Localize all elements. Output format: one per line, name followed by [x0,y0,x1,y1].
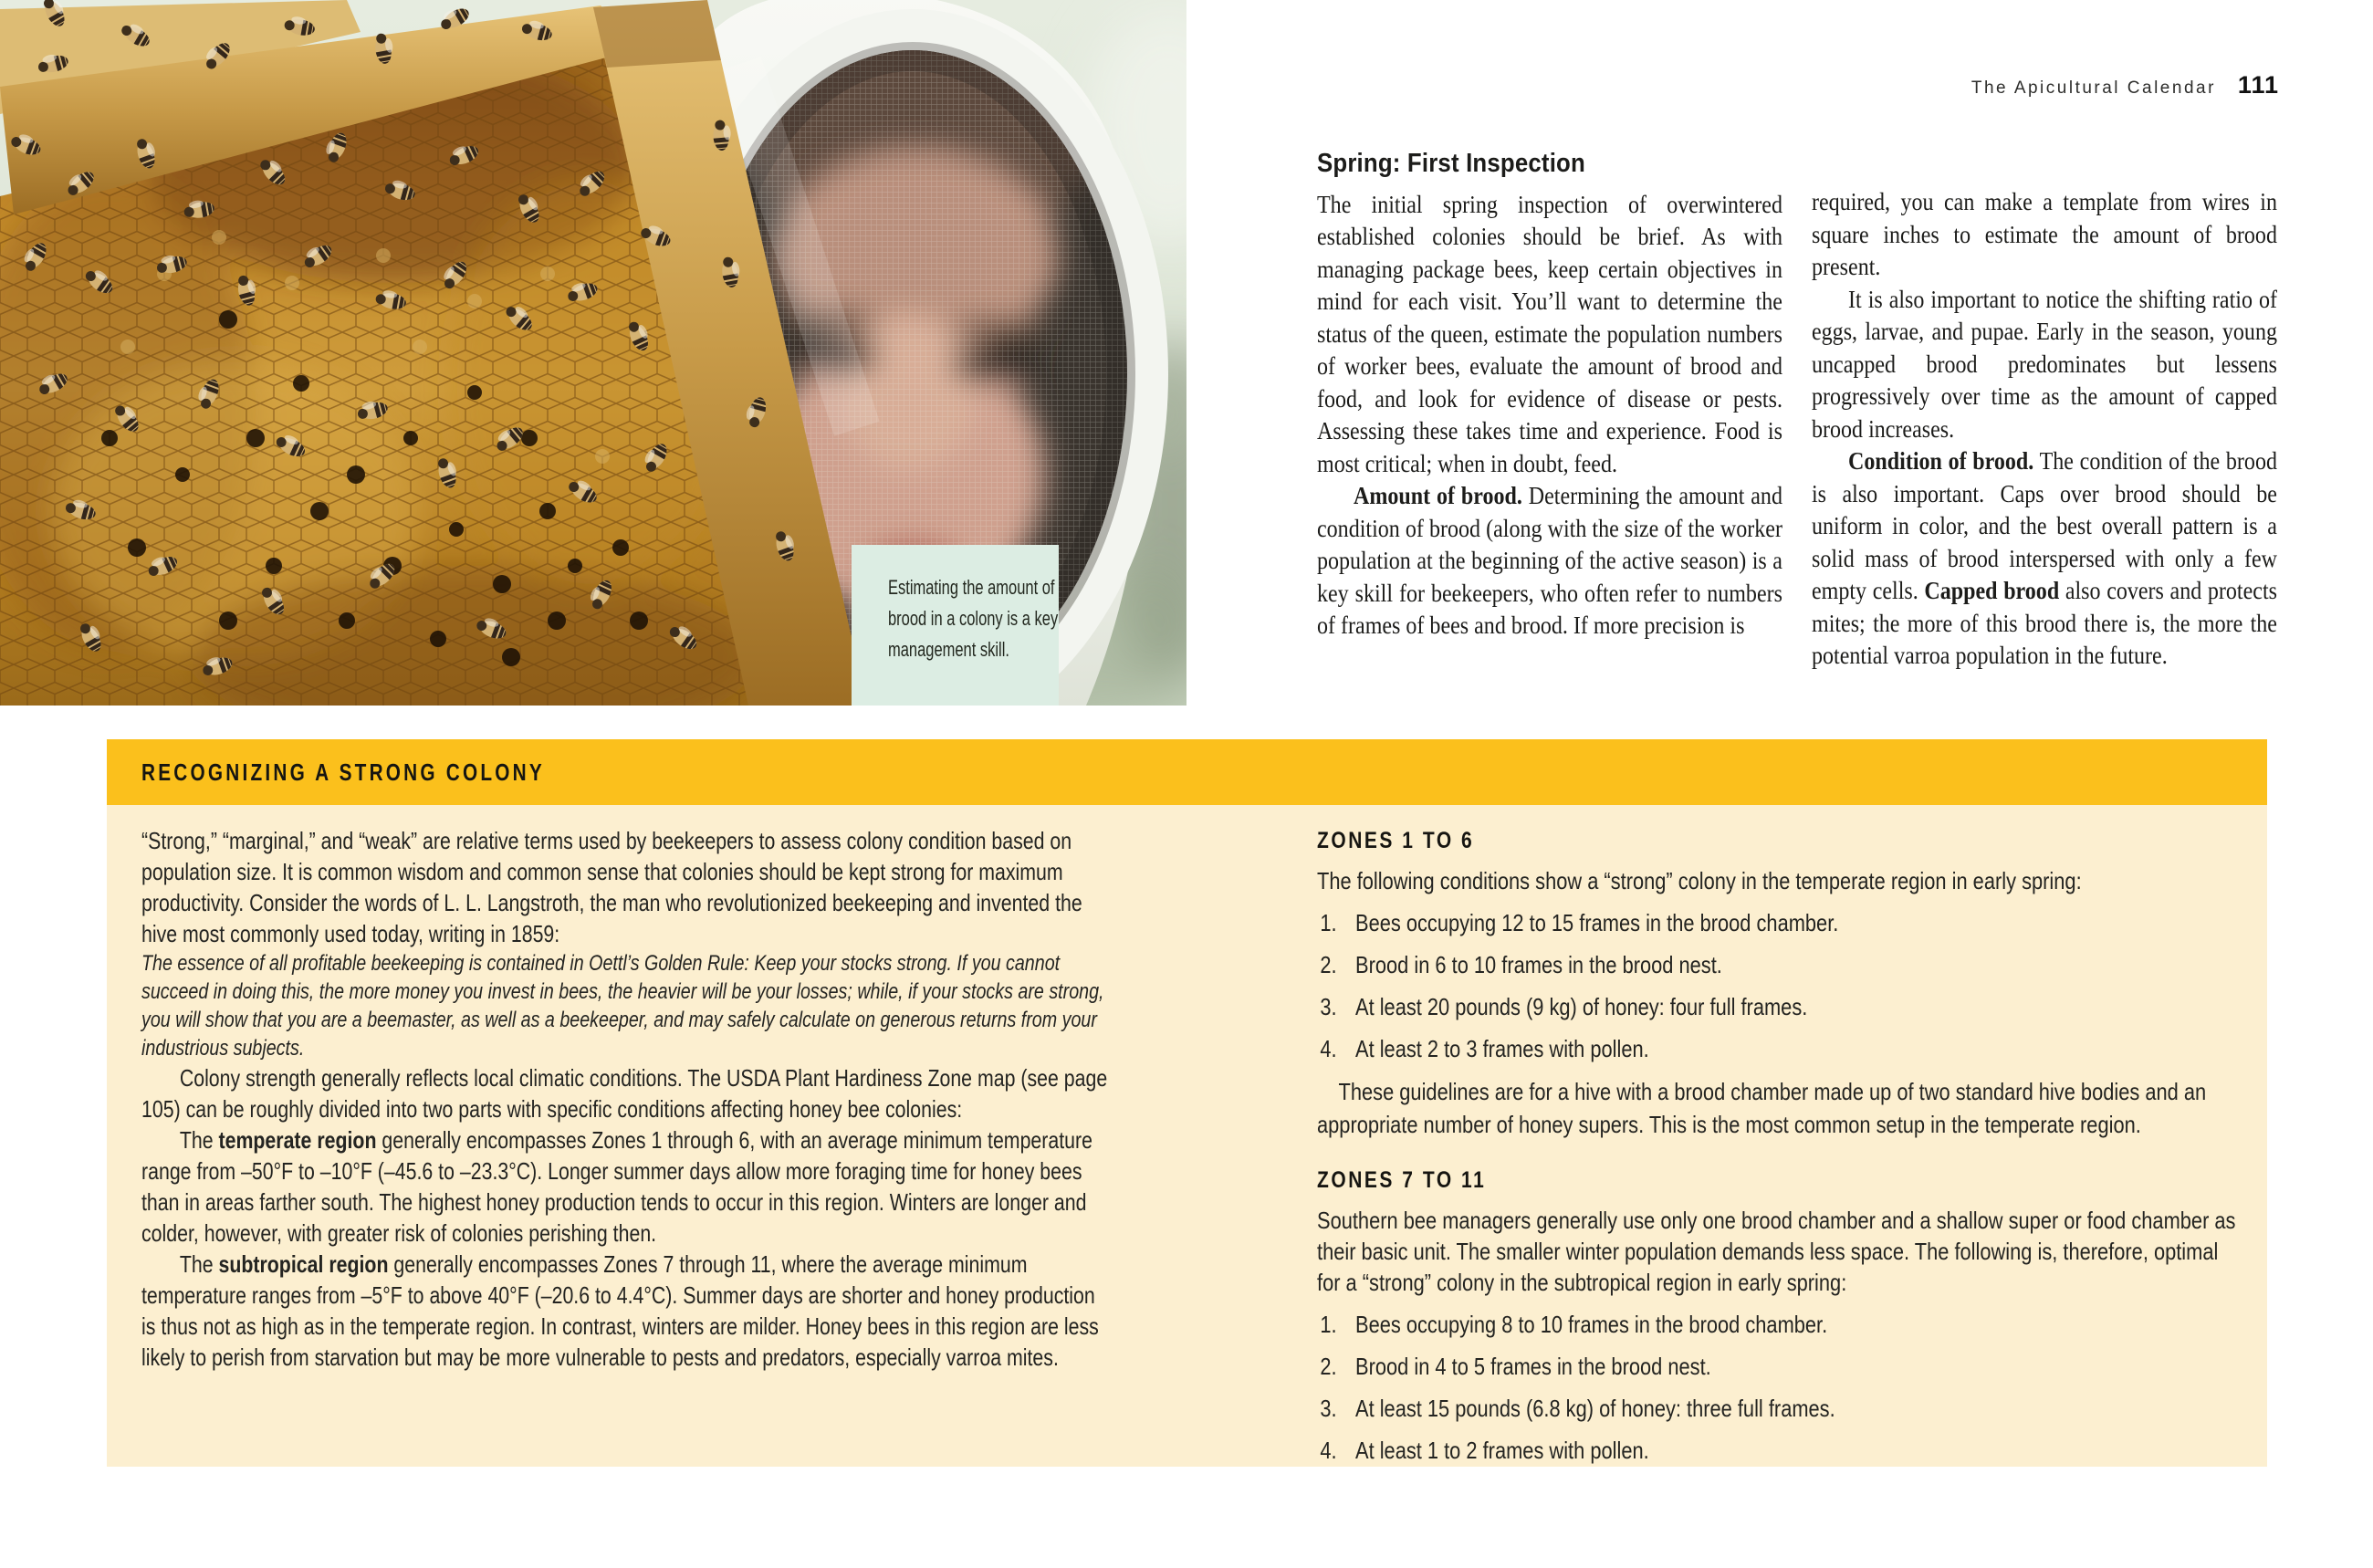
list-item-text: At least 1 to 2 frames with pollen. [1355,1437,1649,1464]
zones-7-11-heading: ZONES 7 TO 11 [1317,1167,1487,1193]
list-item-text: Bees occupying 8 to 10 frames in the brood chamber. [1355,1311,1828,1338]
sidebar-left-column [141,825,1109,1373]
paragraph-lead-in: Condition of brood. [1848,447,2034,475]
paragraph-text: The [179,1126,219,1154]
list-item-text: Brood in 4 to 5 frames in the brood nest. [1355,1353,1711,1380]
guidelines-note: These guidelines are for a hive with a brood chamber made up of two standard hive bodies and an appropriate number of honey supers. This is the most common setup in the temperate region. [1317,1078,2207,1138]
article-paragraph [1812,445,2277,673]
article-paragraph: The initial spring inspection of overwintered established colonies should be brief. As with managing package bees, keep certain objectives in mind for each visit. You’ll want to determine the status of the queen, estimate the population numbers of worker bees, evaluate the amount of brood and food, and look for evidence of disease or pests. Assessing these takes time and experience. Food is most critical; when in doubt, feed. [1317,190,1782,477]
sidebar-paragraph: “Strong,” “marginal,” and “weak” are relative terms used by beekeepers to assess colony condition based on population size. It is common wisdom and common sense that colonies should be kept strong for maximum productivity. Consider the words of L. L. Langstroth, the man who revolutionized beekeeping and invented the hive most commonly used today, writing in 1859: [141,827,1082,947]
zones-7-11-intro: Southern bee managers generally use only one brood chamber and a shallow super or food chamber as their basic unit. The smaller winter population demands less space. The following is, therefore, optimal for a “strong” colony in the subtropical region in early spring: [1317,1207,2236,1296]
paragraph-text: The [179,1250,219,1278]
beekeeper-photo [0,0,1186,706]
article-heading: Spring: First Inspection [1317,149,1585,178]
article-column-2 [1812,186,2277,673]
list-item [1317,1351,2241,1382]
list-item [1317,1033,2241,1064]
list-item-text: Bees occupying 12 to 15 frames in the brood chamber. [1355,909,1839,936]
zones-7-11-list [1317,1309,2241,1466]
sidebar-title-band [107,739,2267,805]
list-item [1317,949,2241,980]
article-paragraph [1317,480,1782,643]
page-number: 111 [2237,71,2279,99]
zones-1-6-heading: ZONES 1 TO 6 [1317,828,1475,853]
sidebar-paragraph [141,1124,1109,1249]
list-item-text: Brood in 6 to 10 frames in the brood nest. [1355,951,1722,978]
sidebar-right-column [1317,825,2241,1477]
list-item [1317,1309,2241,1340]
langstroth-quote: The essence of all profitable beekeeping is contained in Oettl’s Golden Rule: Keep your stocks strong. If you cannot succeed in doing this, the more money you invest in bees, the heavier will be your losses; while, if your stocks are strong, you will show that you are a beemaster, as well as a beekeeper, and may safely calculate on generous returns from your industrious subjects. [141,951,1104,1061]
sidebar-body [107,805,2267,1467]
paragraph-text: generally encompasses Zones 1 through 6, with an average minimum temperature range from –50°F to –10°F (–45.6 to –23.3°C). Longer summer days allow more foraging time for honey bees than in areas farther south. The highest honey production tends to occur in this region. Winters are longer and colder, however, with greater risk of colonies perishing then. [141,1126,1092,1247]
list-item [1317,1435,2241,1466]
inline-bold: subtropical region [218,1250,389,1278]
sidebar-paragraph: Colony strength generally reflects local climatic conditions. The USDA Plant Hardiness Zone map (see page 105) can be roughly divided into two parts with specific conditions affecting honey bee colonies: [141,1064,1108,1123]
list-item [1317,991,2241,1022]
paragraph-text: generally encompasses Zones 7 through 11, where the average minimum temperature ranges from –5°F to above 40°F (–20.6 to 4.4°C). Summer days are shorter and honey production is thus not as high as in the temperate region. In contrast, winters are milder. Honey bees in this region are less likely to perish from starvation but may be more vulnerable to pests and predators, especially varroa mites. [141,1250,1099,1371]
photo-caption: Estimating the amount of brood in a colony is a key management skill. [888,576,1059,661]
list-item [1317,1393,2241,1424]
paragraph-lead-in: Amount of brood. [1354,482,1522,509]
photo-caption-box [852,545,1059,706]
running-title: The Apicultural Calendar [1971,78,2216,98]
list-item [1317,907,2241,938]
sidebar-paragraph [141,1249,1109,1373]
inline-bold: temperate region [218,1126,377,1154]
paragraph-text: The condition of the brood is also important. Caps over brood should be uniform in color, and the best overall pattern is a solid mass of brood interspersed with only a few empty cells. [1812,447,2277,604]
paragraph-text: Determining the amount and condition of brood (along with the size of the worker population at the beginning of the active season) is a key skill for beekeepers, who often refer to numbers of frames of bees and brood. If more precision is [1317,482,1782,639]
list-item-text: At least 2 to 3 frames with pollen. [1355,1035,1649,1062]
article-paragraph: It is also important to notice the shifting ratio of eggs, larvae, and pupae. Early in the season, young uncapped brood predominates but lessens progressively over time as the amount of capped brood increases. [1812,285,2277,443]
paragraph-text: also covers and protects mites; the more of this brood there is, the more the potential varroa population in the future. [1812,577,2277,669]
running-head [1971,71,2279,99]
sidebar-box [107,739,2267,1467]
sidebar-title: RECOGNIZING A STRONG COLONY [141,758,545,786]
inline-bold: Capped brood [1924,577,2060,604]
article-column-1 [1317,148,1782,643]
list-item-text: At least 20 pounds (9 kg) of honey: four full frames. [1355,993,1808,1020]
article-paragraph: required, you can make a template from wires in square inches to estimate the amount of brood present. [1812,188,2277,280]
zones-1-6-intro: The following conditions show a “strong” colony in the temperate region in early spring: [1317,867,2082,894]
zones-1-6-list [1317,907,2241,1064]
list-item-text: At least 15 pounds (6.8 kg) of honey: three full frames. [1355,1395,1835,1422]
